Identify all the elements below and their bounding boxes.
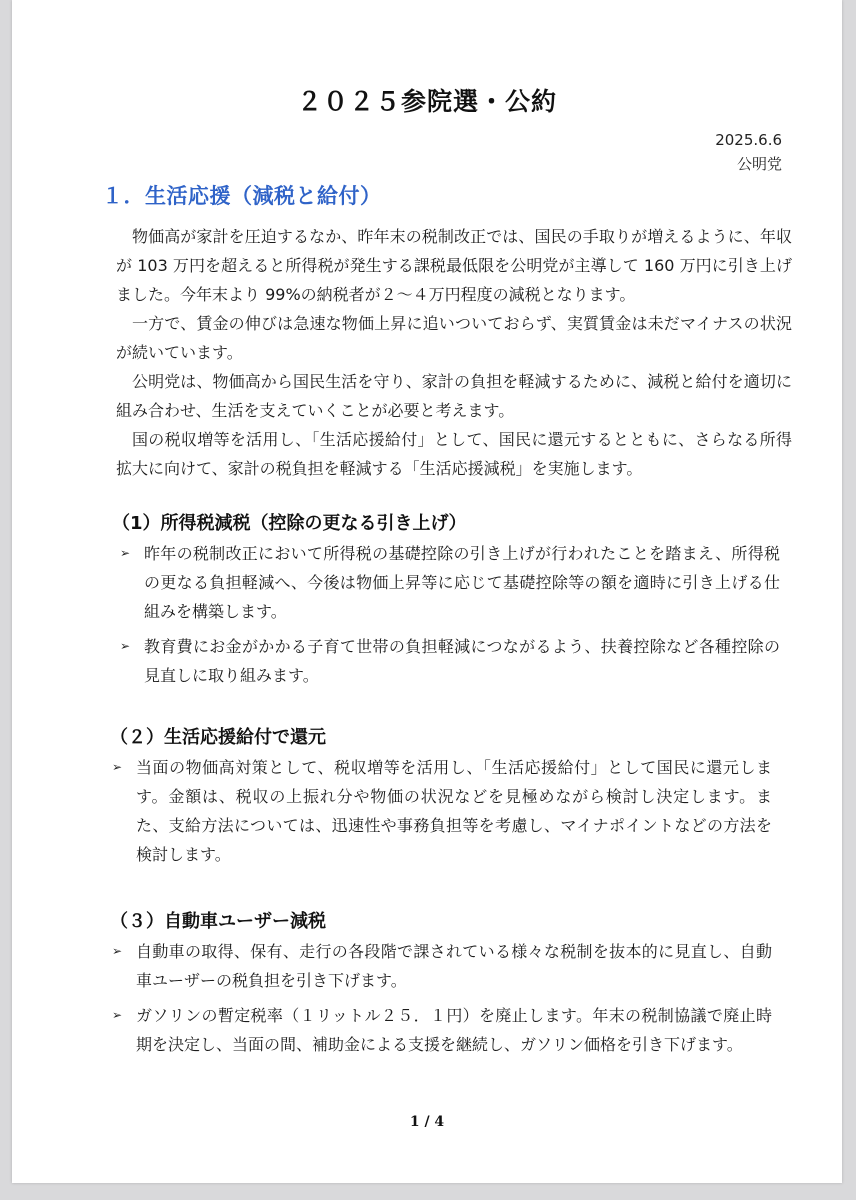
section-heading: １．生活応援（減税と給付） (102, 184, 382, 208)
document-page (12, 0, 842, 1183)
document-title: ２０２５参院選・公約 (296, 87, 557, 116)
bullet-text: 教育費にお金がかかる子育て世帯の負担軽減につながるよう、扶養控除など各種控除の見直しに取り組みます。 (144, 637, 780, 685)
bullet-list-living-benefit (112, 753, 772, 875)
arrow-bullet-icon: ➢ (112, 760, 123, 774)
subsection-heading-auto-tax: （３）自動車ユーザー減税 (110, 911, 326, 932)
list-item (112, 1001, 772, 1059)
intro-paragraph: 物価高が家計を圧迫するなか、昨年末の税制改正では、国民の手取りが増えるように、年収が 103 万円を超えると所得税が発生する課税最低限を公明党が主導して 160 万円に引き上げました。今年末より 99%の納税者が２～４万円程度の減税となります。 (116, 227, 792, 304)
document-date: 2025.6.6 (715, 131, 782, 149)
bullet-text: 昨年の税制改正において所得税の基礎控除の引き上げが行われたことを踏まえ、所得税の更なる負担軽減へ、今後は物価上昇等に応じて基礎控除等の額を適時に引き上げる仕組みを構築します。 (144, 544, 780, 621)
list-item (120, 539, 780, 626)
arrow-bullet-icon: ➢ (112, 944, 123, 958)
list-item (112, 937, 772, 995)
page-number: 1 / 4 (409, 1114, 445, 1130)
bullet-text: 当面の物価高対策として、税収増等を活用し、「生活応援給付」として国民に還元します。金額は、税収の上振れ分や物価の状況などを見極めながら検討し決定します。また、支給方法については、迅速性や事務負担等を考慮し、マイナポイントなどの方法を検討します。 (136, 758, 772, 864)
intro-paragraph: 国の税収増等を活用し、「生活応援給付」として、国民に還元するとともに、さらなる所得拡大に向けて、家計の税負担を軽減する「生活応援減税」を実施します。 (116, 430, 792, 478)
arrow-bullet-icon: ➢ (120, 639, 131, 653)
intro-paragraph: 一方で、賃金の伸びは急速な物価上昇に追いついておらず、実質賃金は未だマイナスの状況が続いています。 (116, 314, 792, 362)
bullet-text: ガソリンの暫定税率（１リットル２５．１円）を廃止します。年末の税制協議で廃止時期を決定し、当面の間、補助金による支援を継続し、ガソリン価格を引き下げます。 (136, 1006, 772, 1054)
list-item (120, 632, 780, 690)
bullet-text: 自動車の取得、保有、走行の各段階で課されている様々な税制を抜本的に見直し、自動車ユーザーの税負担を引き下げます。 (136, 942, 772, 990)
intro-text (116, 222, 792, 483)
arrow-bullet-icon: ➢ (112, 1008, 123, 1022)
bullet-list-auto-tax (112, 937, 772, 1065)
arrow-bullet-icon: ➢ (120, 546, 131, 560)
intro-paragraph: 公明党は、物価高から国民生活を守り、家計の負担を軽減するために、減税と給付を適切に組み合わせ、生活を支えていくことが必要と考えます。 (116, 372, 792, 420)
document-meta (715, 128, 782, 176)
bullet-list-income-tax (120, 539, 780, 696)
subsection-heading-income-tax: （1）所得税減税（控除の更なる引き上げ） (112, 513, 467, 534)
list-item (112, 753, 772, 869)
subsection-heading-living-benefit: （２）生活応援給付で還元 (110, 727, 326, 748)
party-name: 公明党 (736, 155, 782, 173)
